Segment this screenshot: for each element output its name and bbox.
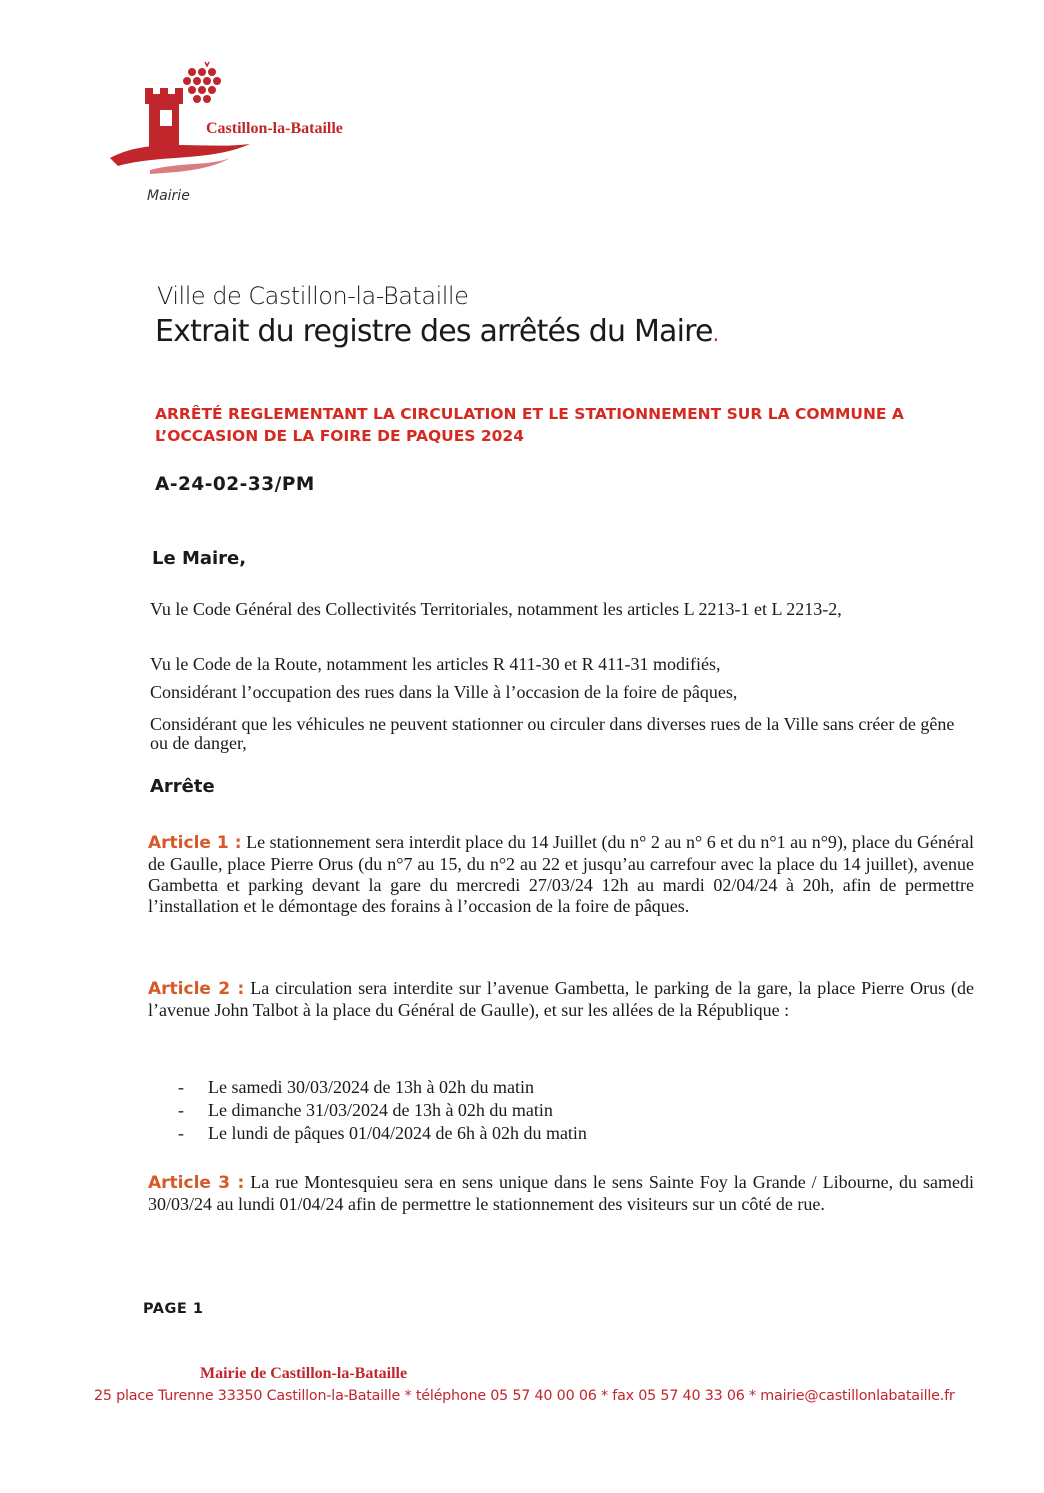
article-2-dates-list: [178, 1076, 587, 1145]
considerant-4: Considérant que les véhicules ne peuvent stationner ou circuler dans diverses rues de la Ville sans créer de gêne ou de danger,: [150, 714, 955, 753]
arrete-title: ARRÊTÉ REGLEMENTANT LA CIRCULATION ET LE STATIONNEMENT SUR LA COMMUNE A L’OCCASION DE LA FOIRE DE PAQUES 2024: [155, 405, 904, 445]
footer-mairie-name: Mairie de Castillon-la-Bataille: [200, 1365, 408, 1382]
considerant-3: Considérant l’occupation des rues dans la Ville à l’occasion de la foire de pâques,: [150, 682, 738, 702]
list-item: - Le lundi de pâques 01/04/2024 de 6h à 02h du matin: [178, 1122, 587, 1145]
arrete-heading: Arrête: [150, 776, 215, 797]
logo-town-name: Castillon-la-Bataille: [206, 120, 343, 137]
logo-subtitle: Mairie: [147, 188, 190, 204]
article-1-text: Le stationnement sera interdit place du 14 Juillet (du n° 2 au n° 6 et du n°1 au n°9), place du Général de Gaulle, place Pierre Orus (du n°7 au 15, du n°2 au 22 et jusqu’au carrefour avec la place du 14 juillet), avenue Gambetta et parking devant la gare du mercredi 27/03/24 12h au mardi 02/04/24 à 20h, afin de permettre l’installation et le démontage des forains à l’occasion de la foire de pâques.: [148, 832, 975, 916]
le-maire-heading: Le Maire,: [152, 548, 247, 569]
article-2-label: Article 2 :: [148, 979, 245, 999]
footer-separator: *: [600, 1388, 608, 1404]
header-title-text: Extrait du registre des arrêtés du Maire: [155, 314, 713, 349]
article-3-text: La rue Montesquieu sera en sens unique dans le sens Sainte Foy la Grande / Libourne, du samedi 30/03/24 au lundi 01/04/24 afin de permettre le stationnement des visiteurs sur un côté de rue.: [148, 1172, 974, 1214]
article-2-text: La circulation sera interdite sur l’avenue Gambetta, le parking de la gare, la place Pierre Orus (de l’avenue John Talbot à la place du Général de Gaulle), et sur les allées de la République :: [148, 978, 974, 1020]
page-number: PAGE 1: [143, 1301, 204, 1317]
arrete-reference: A-24-02-33/PM: [155, 474, 315, 495]
list-item: - Le dimanche 31/03/2024 de 13h à 02h du matin: [178, 1099, 587, 1122]
footer-separator: *: [748, 1388, 756, 1404]
article-2: [148, 978, 974, 1021]
article-3: [148, 1172, 974, 1215]
article-1: [148, 832, 974, 917]
document-header-title: [155, 314, 718, 349]
footer-email[interactable]: mairie@castillonlabataille.fr: [760, 1388, 955, 1404]
article-3-label: Article 3 :: [148, 1173, 245, 1193]
footer-separator: *: [404, 1388, 412, 1404]
footer-fax: fax 05 57 40 33 06: [612, 1388, 745, 1404]
considerant-2: Vu le Code de la Route, notamment les articles R 411-30 et R 411-31 modifiés,: [150, 654, 721, 674]
header-title-dot: .: [712, 322, 719, 346]
footer-address: 25 place Turenne 33350 Castillon-la-Bataille: [94, 1388, 401, 1404]
document-header-town: Ville de Castillon-la-Bataille: [157, 282, 469, 310]
list-item: - Le samedi 30/03/2024 de 13h à 02h du matin: [178, 1076, 587, 1099]
footer-contact-line: [94, 1388, 955, 1404]
footer-phone: téléphone 05 57 40 00 06: [415, 1388, 597, 1404]
article-1-label: Article 1 :: [148, 833, 242, 853]
considerant-1: Vu le Code Général des Collectivités Territoriales, notamment les articles L 2213-1 et L 2213-2,: [150, 599, 842, 619]
